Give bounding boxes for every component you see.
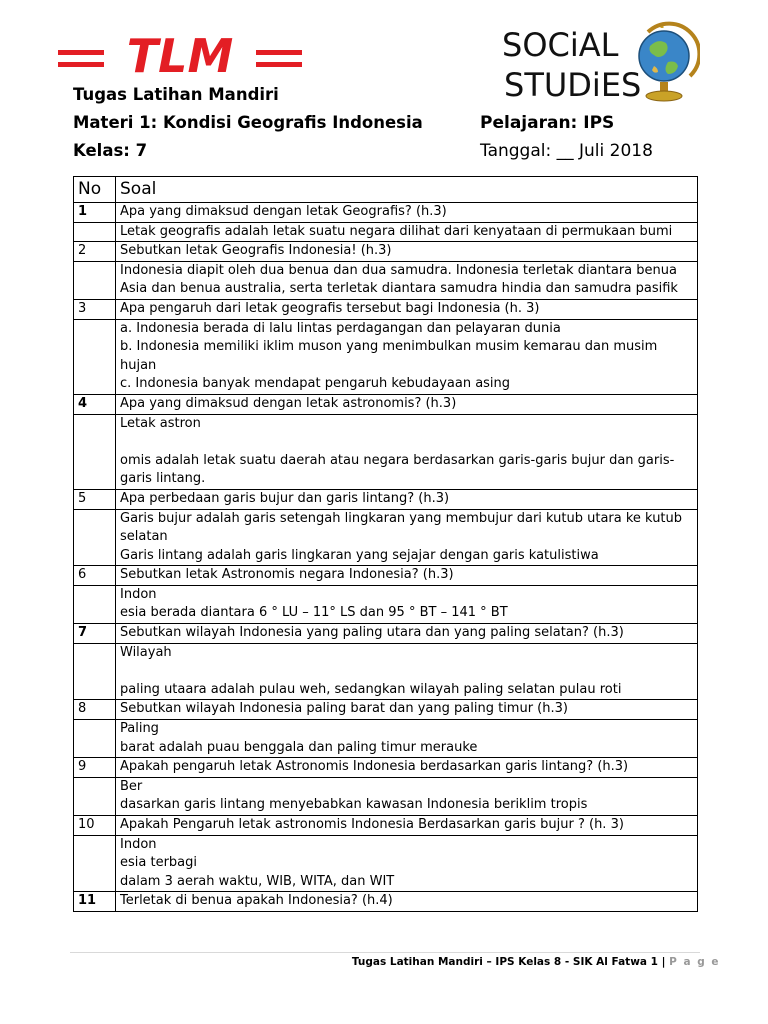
answer-text: a. Indonesia berada di lalu lintas perdagangan dan pelayaran dunia b. Indonesia memiliki iklim muson yang menimbulkan musim kemarau dan musim hujan c. Indonesia banyak mendapat pengaruh kebudayaan asing (116, 319, 698, 394)
answer-text: Letak astron omis adalah letak suatu daerah atau negara berdasarkan garis-garis bujur dan garis-garis lintang. (116, 414, 698, 489)
question-number: 10 (74, 816, 116, 836)
answer-row (74, 643, 698, 700)
answer-row (74, 414, 698, 489)
answer-text: Letak geografis adalah letak suatu negara dilihat dari kenyataan di permukaan bumi (116, 222, 698, 242)
question-number: 1 (74, 203, 116, 223)
question-number: 5 (74, 489, 116, 509)
answer-row (74, 319, 698, 394)
question-row (74, 566, 698, 586)
social-studies-logo (500, 14, 700, 104)
answer-number-cell (74, 222, 116, 242)
tlm-logo (56, 30, 306, 80)
question-number: 11 (74, 892, 116, 912)
answer-row (74, 777, 698, 815)
question-number: 3 (74, 299, 116, 319)
question-number: 8 (74, 700, 116, 720)
answer-row (74, 720, 698, 758)
social-logo-line2: STUDiES (504, 66, 642, 104)
answer-row (74, 222, 698, 242)
question-row (74, 203, 698, 223)
question-number: 2 (74, 242, 116, 262)
question-row (74, 892, 698, 912)
question-row (74, 758, 698, 778)
answer-row (74, 835, 698, 892)
question-text: Sebutkan wilayah Indonesia paling barat dan yang paling timur (h.3) (116, 700, 698, 720)
globe-icon (639, 24, 699, 101)
question-text: Apa perbedaan garis bujur dan garis lintang? (h.3) (116, 489, 698, 509)
tanggal-label: Tanggal: __ Juli 2018 (480, 141, 653, 161)
answer-text: Garis bujur adalah garis setengah lingkaran yang membujur dari kutub utara ke kutub selatan Garis lintang adalah garis lingkaran yang sejajar dengan garis katulistiwa (116, 509, 698, 566)
footer-text: Tugas Latihan Mandiri – IPS Kelas 8 - SIK Al Fatwa 1 (351, 956, 658, 968)
social-logo-line1: SOCiAL (502, 26, 619, 64)
question-text: Terletak di benua apakah Indonesia? (h.4) (116, 892, 698, 912)
answer-text: Ber dasarkan garis lintang menyebabkan kawasan Indonesia beriklim tropis (116, 777, 698, 815)
question-text: Apa yang dimaksud dengan letak astronomis? (h.3) (116, 394, 698, 414)
answer-number-cell (74, 643, 116, 700)
kelas-label: Kelas: 7 (73, 141, 148, 160)
question-text: Apakah Pengaruh letak astronomis Indonesia Berdasarkan garis bujur ? (h. 3) (116, 816, 698, 836)
answer-number-cell (74, 319, 116, 394)
tlm-logo-text: TLM (126, 30, 234, 80)
answer-text: Paling barat adalah puau benggala dan paling timur merauke (116, 720, 698, 758)
pelajaran-label: Pelajaran: IPS (480, 113, 615, 133)
answer-number-cell (74, 414, 116, 489)
question-text: Apa yang dimaksud dengan letak Geografis? (h.3) (116, 203, 698, 223)
answer-number-cell (74, 835, 116, 892)
question-text: Sebutkan wilayah Indonesia yang paling utara dan yang paling selatan? (h.3) (116, 624, 698, 644)
question-row (74, 299, 698, 319)
question-row (74, 700, 698, 720)
answer-number-cell (74, 509, 116, 566)
question-text: Sebutkan letak Geografis Indonesia! (h.3) (116, 242, 698, 262)
answer-text: Wilayah paling utaara adalah pulau weh, sedangkan wilayah paling selatan pulau roti (116, 643, 698, 700)
question-number: 6 (74, 566, 116, 586)
question-text: Apa pengaruh dari letak geografis tersebut bagi Indonesia (h. 3) (116, 299, 698, 319)
answer-text: Indonesia diapit oleh dua benua dan dua samudra. Indonesia terletak diantara benua Asia dan benua australia, serta terletak diantara samudra hindia dan samudra pasifik (116, 261, 698, 299)
answer-number-cell (74, 777, 116, 815)
page-label: P a g e (669, 956, 720, 968)
doc-title: Tugas Latihan Mandiri (73, 85, 279, 104)
question-row (74, 394, 698, 414)
question-row (74, 816, 698, 836)
header-no: No (74, 177, 116, 203)
footer-separator: | (661, 956, 666, 968)
answer-row (74, 585, 698, 623)
materi-label: Materi 1: Kondisi Geografis Indonesia (73, 113, 423, 132)
page-footer (352, 956, 720, 968)
answer-row (74, 261, 698, 299)
question-text: Sebutkan letak Astronomis negara Indonesia? (h.3) (116, 566, 698, 586)
question-text: Apakah pengaruh letak Astronomis Indonesia berdasarkan garis lintang? (h.3) (116, 758, 698, 778)
answer-row (74, 509, 698, 566)
question-number: 9 (74, 758, 116, 778)
question-row (74, 624, 698, 644)
question-row (74, 242, 698, 262)
answer-text: Indon esia terbagi dalam 3 aerah waktu, WIB, WITA, dan WIT (116, 835, 698, 892)
question-number: 4 (74, 394, 116, 414)
answer-number-cell (74, 585, 116, 623)
answer-number-cell (74, 720, 116, 758)
question-number: 7 (74, 624, 116, 644)
footer-divider (70, 952, 700, 953)
answer-number-cell (74, 261, 116, 299)
header-soal: Soal (116, 177, 698, 203)
table-header-row (74, 177, 698, 203)
question-table (73, 176, 698, 912)
question-row (74, 489, 698, 509)
answer-text: Indon esia berada diantara 6 ° LU – 11° LS dan 95 ° BT – 141 ° BT (116, 585, 698, 623)
